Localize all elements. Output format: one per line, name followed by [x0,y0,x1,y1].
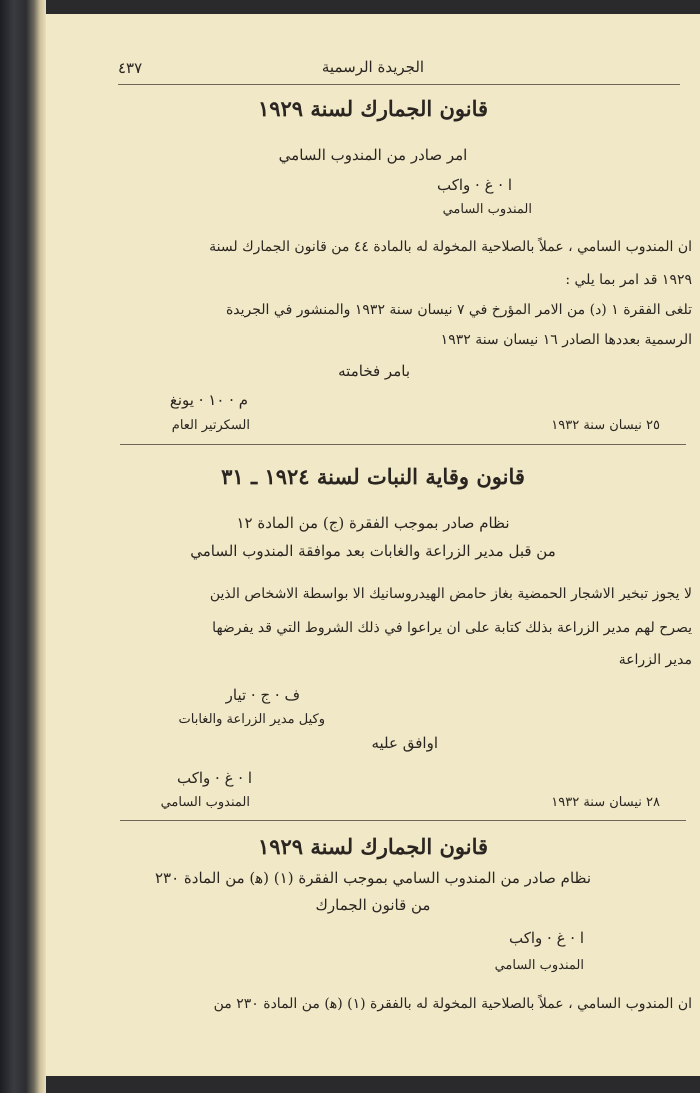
section3-signer-name: ا · غ · واكب [508,929,584,947]
section2-para-line1: لا يجوز تبخير الاشجار الحمضية بغاز حامض الهيدروسانيك الا بواسطة الاشخاص الذين [209,586,692,602]
section1-para1-line2: ١٩٢٩ قد امر بما يلي : [565,272,692,288]
section2-signer-title: المندوب السامي [160,795,250,810]
section1-date: ٢٥ نيسان سنة ١٩٣٢ [551,418,660,433]
section2-para-line2: يصرح لهم مدير الزراعة بذلك كتابة على ان يراعوا في ذلك الشروط التي قد يفرضها [212,620,692,636]
page-number: ٤٣٧ [118,59,143,77]
section3-signer-title: المندوب السامي [494,958,584,973]
section1-title: قانون الجمارك لسنة ١٩٢٩ [257,96,489,121]
section3-title: قانون الجمارك لسنة ١٩٢٩ [257,834,489,859]
section2-title: قانون وقاية النبات لسنة ١٩٢٤ ـ ٣١ [221,464,525,489]
section2-signer-name: ا · غ · واكب [176,769,252,787]
section2-approval: اوافق عليه [371,734,438,752]
section2-deputy-title: وكيل مدير الزراعة والغابات [178,712,325,727]
section2-subtitle1: نظام صادر بموجب الفقرة (ج) من المادة ١٢ [236,514,510,532]
section2-date: ٢٨ نيسان سنة ١٩٣٢ [551,795,660,810]
section2-deputy-name: ف · ج · تيار [225,686,300,704]
header-rule [118,84,680,85]
section1-para2-line2: الرسمية بعددها الصادر ١٦ نيسان سنة ١٩٣٢ [440,332,692,348]
section2-subtitle2: من قبل مدير الزراعة والغابات بعد موافقة المندوب السامي [190,542,556,560]
book-binding [0,0,46,1093]
section1-para2-line1: تلغى الفقرة ١ (د) من الامر المؤرخ في ٧ نيسان سنة ١٩٣٢ والمنشور في الجريدة [225,302,692,318]
section1-para1-line1: ان المندوب السامي ، عملاً بالصلاحية المخولة له بالمادة ٤٤ من قانون الجمارك لسنة [209,239,692,255]
section3-subtitle1: نظام صادر من المندوب السامي بموجب الفقرة (١) (ﻫ) من المادة ٢٣٠ [154,869,592,887]
section1-secretary-title: السكرتير العام [171,418,250,433]
section1-subtitle: امر صادر من المندوب السامي [278,146,468,164]
section3-subtitle2: من قانون الجمارك [315,896,431,914]
section1-signer-name: ا · غ · واكب [436,176,512,194]
section-divider [120,444,686,445]
section2-para-line3: مدير الزراعة [618,652,692,668]
section3-para-line1: ان المندوب السامي ، عملاً بالصلاحية المخولة له بالفقرة (١) (ﻫ) من المادة ٢٣٠ من [213,996,692,1012]
section1-secretary-name: م · ١٠ · يونغ [169,391,248,409]
section1-by-order: بامر فخامته [338,362,410,380]
running-header: الجريدة الرسمية [321,58,425,76]
section-divider [120,820,686,821]
section1-signer-title: المندوب السامي [442,202,532,217]
gazette-page [46,14,700,1076]
